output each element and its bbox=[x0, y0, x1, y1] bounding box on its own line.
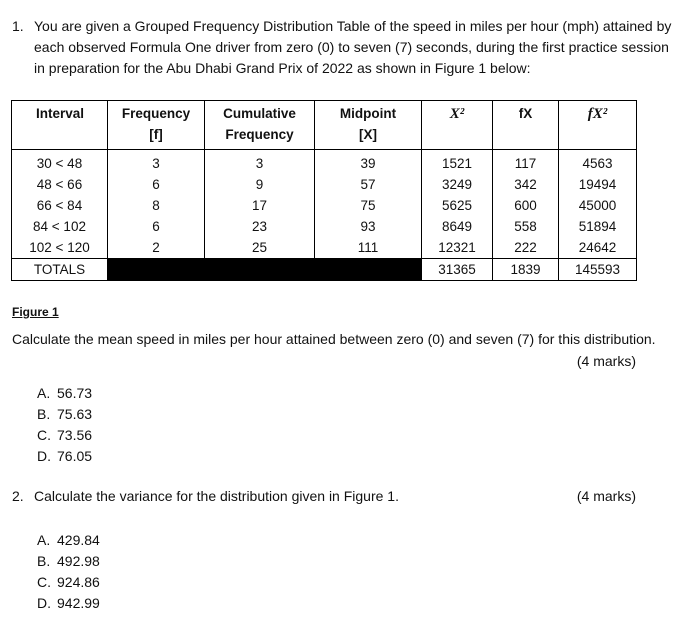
question-2-option bbox=[37, 551, 100, 572]
header-cumulative-frequency: Cumulative Frequency bbox=[205, 101, 315, 150]
cell-interval: 66 < 84 bbox=[12, 195, 108, 216]
question-1 bbox=[12, 16, 672, 79]
question-1-number: 1. bbox=[12, 18, 24, 34]
cell-x-squared: 8649 bbox=[422, 216, 493, 237]
totals-label: TOTALS bbox=[12, 259, 108, 281]
cell-midpoint: 75 bbox=[315, 195, 422, 216]
cell-x-squared: 3249 bbox=[422, 174, 493, 195]
option-value: 429.84 bbox=[57, 532, 100, 548]
cell-interval: 30 < 48 bbox=[12, 150, 108, 175]
table-row bbox=[12, 237, 637, 259]
cell-midpoint: 111 bbox=[315, 237, 422, 259]
cell-fx-squared: 51894 bbox=[559, 216, 637, 237]
cell-fx-squared: 45000 bbox=[559, 195, 637, 216]
option-letter: C. bbox=[37, 427, 51, 443]
option-letter: A. bbox=[37, 385, 51, 401]
cell-cumulative-frequency: 17 bbox=[205, 195, 315, 216]
cell-cumulative-frequency: 25 bbox=[205, 237, 315, 259]
option-letter: B. bbox=[37, 553, 51, 569]
question-2-option bbox=[37, 593, 100, 614]
table-row bbox=[12, 174, 637, 195]
cell-fx: 558 bbox=[493, 216, 559, 237]
cell-fx-squared: 4563 bbox=[559, 150, 637, 175]
option-value: 492.98 bbox=[57, 553, 100, 569]
cell-midpoint: 57 bbox=[315, 174, 422, 195]
cell-interval: 84 < 102 bbox=[12, 216, 108, 237]
table-row bbox=[12, 150, 637, 175]
totals-fx2: 145593 bbox=[559, 259, 637, 281]
question-2-options bbox=[37, 530, 100, 614]
question-1-option bbox=[37, 383, 92, 404]
totals-x2: 31365 bbox=[422, 259, 493, 281]
cell-fx: 342 bbox=[493, 174, 559, 195]
cell-fx: 222 bbox=[493, 237, 559, 259]
cell-interval: 102 < 120 bbox=[12, 237, 108, 259]
question-2-option bbox=[37, 572, 100, 593]
cell-cumulative-frequency: 23 bbox=[205, 216, 315, 237]
totals-row bbox=[12, 259, 637, 281]
cell-fx: 117 bbox=[493, 150, 559, 175]
option-letter: A. bbox=[37, 532, 51, 548]
figure-label: Figure 1 bbox=[12, 305, 59, 319]
totals-fx: 1839 bbox=[493, 259, 559, 281]
totals-blackout bbox=[108, 259, 422, 281]
question-1-option bbox=[37, 425, 92, 446]
question-1-options bbox=[37, 383, 92, 467]
cell-midpoint: 93 bbox=[315, 216, 422, 237]
question-1-marks: (4 marks) bbox=[576, 353, 636, 369]
instruction-text: Calculate the mean speed in miles per hour attained between zero (0) and seven (7) for this distribution. bbox=[12, 331, 656, 347]
header-fx: fX bbox=[493, 101, 559, 150]
option-value: 73.56 bbox=[57, 427, 93, 443]
cell-x-squared: 5625 bbox=[422, 195, 493, 216]
question-1-option bbox=[37, 446, 92, 467]
question-2-text: Calculate the variance for the distribution given in Figure 1. bbox=[34, 488, 399, 504]
option-value: 942.99 bbox=[57, 595, 100, 611]
header-fx-squared: fX² bbox=[559, 101, 637, 150]
cell-cumulative-frequency: 3 bbox=[205, 150, 315, 175]
frequency-table bbox=[11, 100, 637, 281]
cell-x-squared: 1521 bbox=[422, 150, 493, 175]
question-2-number: 2. bbox=[12, 488, 24, 504]
cell-interval: 48 < 66 bbox=[12, 174, 108, 195]
cell-fx-squared: 24642 bbox=[559, 237, 637, 259]
question-2-option bbox=[37, 530, 100, 551]
table-row bbox=[12, 195, 637, 216]
cell-frequency: 8 bbox=[108, 195, 205, 216]
cell-midpoint: 39 bbox=[315, 150, 422, 175]
cell-frequency: 6 bbox=[108, 174, 205, 195]
option-letter: C. bbox=[37, 574, 51, 590]
cell-cumulative-frequency: 9 bbox=[205, 174, 315, 195]
cell-frequency: 6 bbox=[108, 216, 205, 237]
cell-x-squared: 12321 bbox=[422, 237, 493, 259]
option-letter: D. bbox=[37, 448, 51, 464]
header-frequency: Frequency [f] bbox=[108, 101, 205, 150]
header-x-squared: X² bbox=[422, 101, 493, 150]
cell-frequency: 2 bbox=[108, 237, 205, 259]
cell-fx: 600 bbox=[493, 195, 559, 216]
option-letter: D. bbox=[37, 595, 51, 611]
table-row bbox=[12, 216, 637, 237]
cell-frequency: 3 bbox=[108, 150, 205, 175]
question-1-text: You are given a Grouped Frequency Distribution Table of the speed in miles per hour (mph) attained by each observed Formula One driver from zero (0) to seven (7) seconds, during the first practice session in preparation for the Abu Dhabi Grand Prix of 2022 as shown in Figure 1 below: bbox=[34, 18, 672, 76]
cell-fx-squared: 19494 bbox=[559, 174, 637, 195]
option-value: 56.73 bbox=[57, 385, 93, 401]
question-1-option bbox=[37, 404, 92, 425]
header-interval: Interval bbox=[12, 101, 108, 150]
option-value: 76.05 bbox=[57, 448, 93, 464]
option-value: 75.63 bbox=[57, 406, 93, 422]
table-header-row bbox=[12, 101, 637, 150]
header-midpoint: Midpoint [X] bbox=[315, 101, 422, 150]
question-2-marks: (4 marks) bbox=[576, 488, 636, 504]
question-2 bbox=[12, 488, 399, 504]
option-value: 924.86 bbox=[57, 574, 100, 590]
option-letter: B. bbox=[37, 406, 51, 422]
